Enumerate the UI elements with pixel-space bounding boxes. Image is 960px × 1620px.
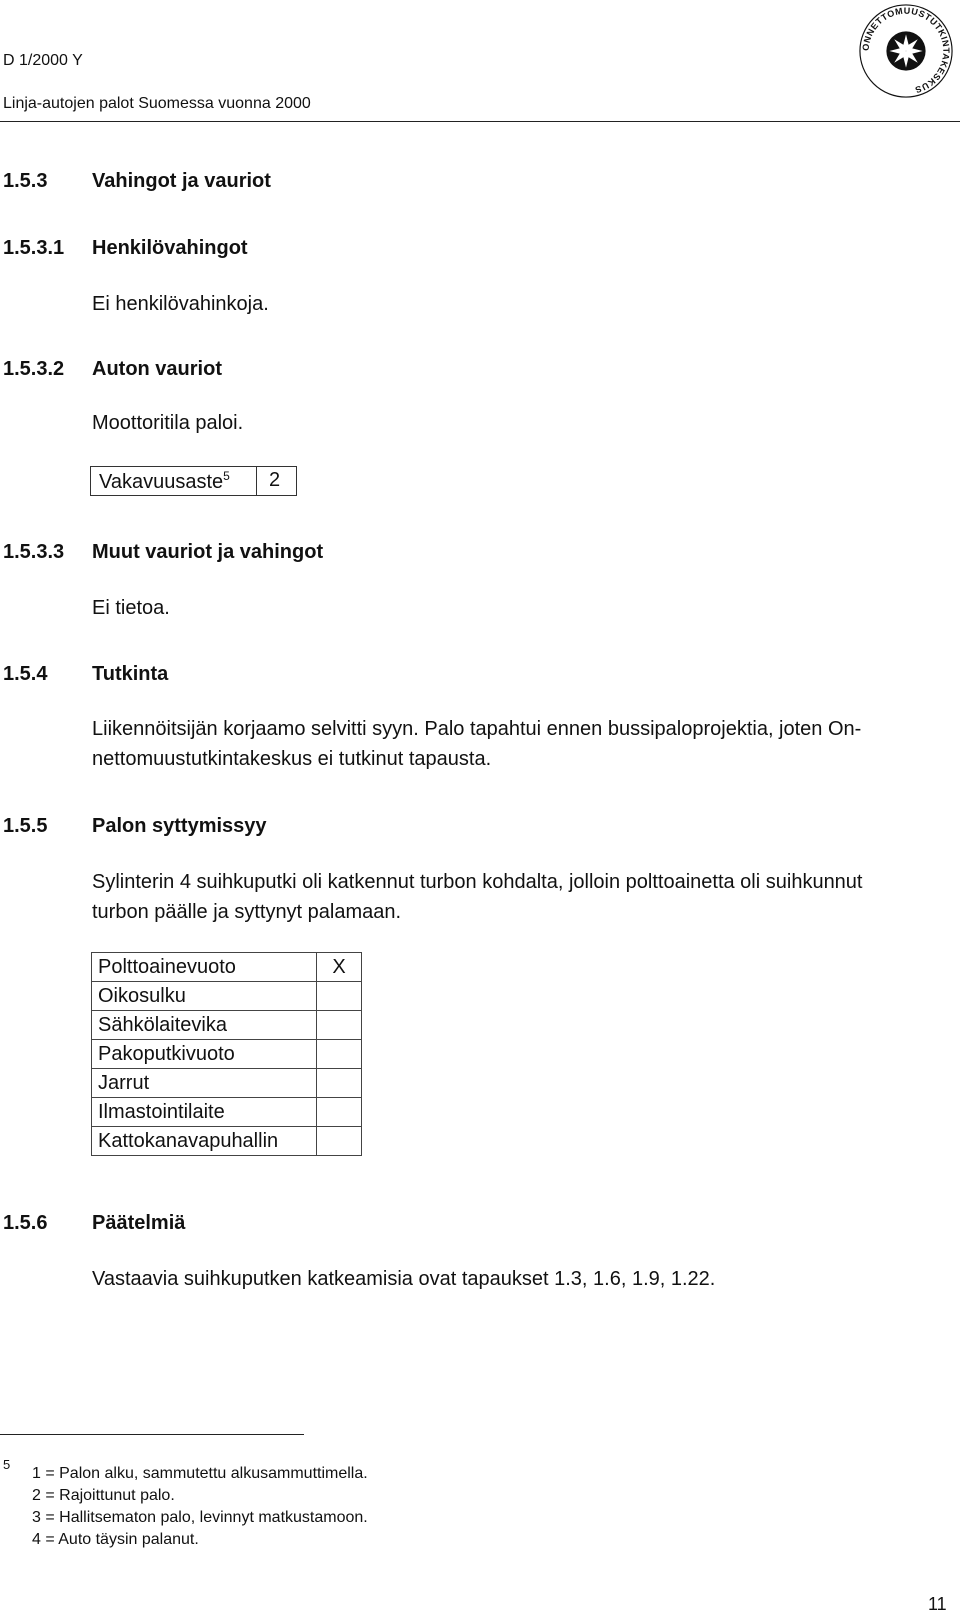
- section-heading: Palon syttymissyy: [92, 815, 267, 837]
- paragraph: Moottoritila paloi.: [92, 412, 244, 434]
- cause-label: Ilmastointilaite: [92, 1098, 317, 1127]
- footnote-line: 1 = Palon alku, sammutettu alkusammuttimella.: [32, 1465, 368, 1482]
- section-heading: Tutkinta: [92, 663, 169, 685]
- cause-label: Sähkölaitevika: [92, 1011, 317, 1040]
- logo-lettering: ONNETTOMUUSTUTKINTAKESKUS: [860, 5, 952, 96]
- paragraph: Ei tietoa.: [92, 597, 170, 619]
- cause-label: Polttoainevuoto: [92, 953, 317, 982]
- document-title: Linja-autojen palot Suomessa vuonna 2000: [3, 95, 311, 112]
- section-heading: Päätelmiä: [92, 1212, 186, 1234]
- footnote-line: 4 = Auto täysin palanut.: [32, 1531, 199, 1548]
- page-number: 11: [928, 1594, 947, 1614]
- cause-label: Pakoputkivuoto: [92, 1040, 317, 1069]
- table-row: [92, 1069, 362, 1098]
- section-number: 1.5.3.2: [3, 358, 65, 380]
- table-row: [92, 953, 362, 982]
- cause-mark: [317, 1011, 362, 1040]
- table-row: [92, 982, 362, 1011]
- section-number: 1.5.4: [3, 663, 48, 685]
- document-id: D 1/2000 Y: [3, 52, 83, 69]
- section-heading: Vahingot ja vauriot: [92, 170, 271, 192]
- footnote-rule: [0, 1434, 304, 1435]
- cause-mark: [317, 1040, 362, 1069]
- severity-label: Vakavuusaste$^5$: [99, 469, 230, 493]
- footnote-line: 3 = Hallitsematon palo, levinnyt matkustamoon.: [32, 1509, 368, 1526]
- footnote-marker: 5: [3, 1457, 11, 1472]
- cause-mark: [317, 1069, 362, 1098]
- table-row: [92, 1011, 362, 1040]
- header-rule: [0, 121, 960, 122]
- section-heading: Auton vauriot: [92, 358, 222, 380]
- paragraph-line: Liikennöitsijän korjaamo selvitti syyn. Palo tapahtui ennen bussipaloprojektia, joten On-: [92, 718, 862, 740]
- table-row: [92, 1127, 362, 1156]
- section-number: 1.5.3.1: [3, 237, 65, 259]
- cause-label: Kattokanavapuhallin: [92, 1127, 317, 1156]
- agency-logo: [857, 2, 955, 100]
- section-heading: Muut vauriot ja vahingot: [92, 541, 324, 563]
- cause-label: Oikosulku: [92, 982, 317, 1011]
- section-number: 1.5.6: [3, 1212, 48, 1234]
- severity-box: [90, 466, 297, 496]
- paragraph-line: turbon päälle ja syttynyt palamaan.: [92, 901, 402, 923]
- cause-mark: [317, 1127, 362, 1156]
- paragraph-line: Sylinterin 4 suihkuputki oli katkennut turbon kohdalta, jolloin polttoainetta oli suihkunnut: [92, 871, 863, 893]
- cell-divider: [256, 467, 257, 495]
- cause-label: Jarrut: [92, 1069, 317, 1098]
- footnote-line: 2 = Rajoittunut palo.: [32, 1487, 175, 1504]
- section-heading: Henkilövahingot: [92, 237, 248, 259]
- cause-mark: [317, 982, 362, 1011]
- table-row: [92, 1098, 362, 1127]
- section-number: 1.5.3: [3, 170, 48, 192]
- section-number: 1.5.3.3: [3, 541, 65, 563]
- paragraph-line: nettomuustutkintakeskus ei tutkinut tapausta.: [92, 748, 492, 770]
- cause-mark: X: [317, 953, 362, 982]
- footnote-reference: 5: [223, 469, 230, 483]
- paragraph: Ei henkilövahinkoja.: [92, 293, 269, 315]
- cause-mark: [317, 1098, 362, 1127]
- fire-cause-table: [91, 952, 362, 1156]
- severity-value: 2: [269, 469, 281, 491]
- paragraph: Vastaavia suihkuputken katkeamisia ovat tapaukset 1.3, 1.6, 1.9, 1.22.: [92, 1268, 716, 1290]
- table-row: [92, 1040, 362, 1069]
- section-number: 1.5.5: [3, 815, 48, 837]
